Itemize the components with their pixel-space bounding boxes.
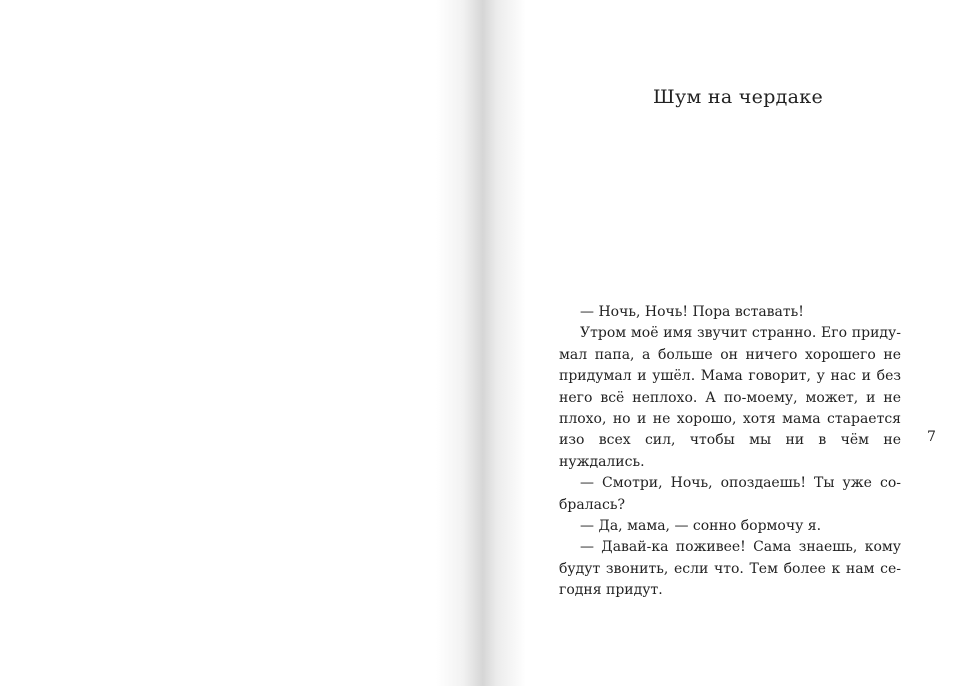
paragraph: Утром моё имя звучит странно. Его придумал папа, а больше он ничего хорошего не придумал и ушёл. Мама говорит, у нас и без него всё неплохо. А по-моему, может, и не плохо, но и не хорошо, хотя мама старается изо всех сил, чтобы мы ни в чём не нуждались.: [559, 325, 901, 470]
paragraph: — Да, мама, — сонно бормочу я.: [580, 518, 822, 535]
paragraph: — Ночь, Ночь! Пора вставать!: [580, 304, 804, 320]
paragraph: — Давай-ка поживее! Сама знаешь, кому будут звонить, если что. Тем более к нам сегодня придут.: [559, 539, 901, 599]
page-number: 7: [927, 429, 936, 445]
paragraph: — Смотри, Ночь, опоздаешь! Ты уже собралась?: [559, 475, 901, 513]
chapter-title: Шум на чердаке: [652, 86, 824, 108]
right-page: [486, 0, 972, 686]
chapter-body-text: [559, 302, 901, 602]
